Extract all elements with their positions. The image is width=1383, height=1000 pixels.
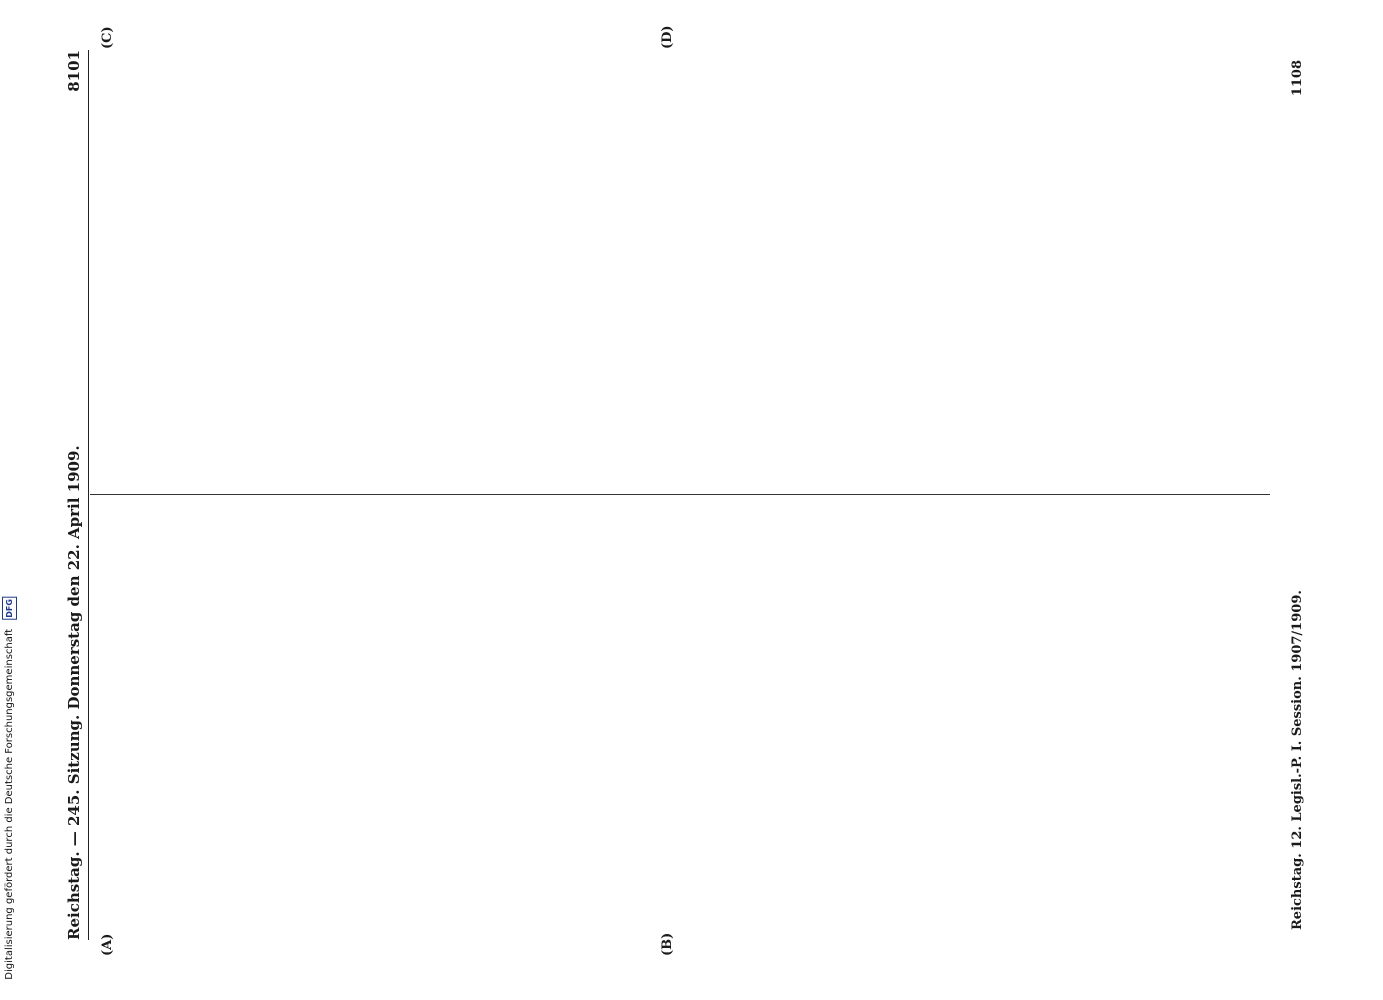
page-number: 8101	[65, 50, 83, 92]
left-column	[100, 510, 1260, 956]
footer-signature: Reichstag. 12. Legisl.-P. I. Session. 1907/1909.	[1289, 590, 1305, 930]
credit-text	[2, 597, 17, 980]
credit-label: Digitalisierung gefördert durch die Deutsche Forschungsgemeinschaft	[3, 629, 15, 980]
dfg-logo-icon: DFG	[2, 597, 17, 620]
document-page	[60, 25, 1330, 960]
margin-letter-c: (C)	[100, 26, 115, 49]
running-head-title: Reichstag. — 245. Sitzung. Donnerstag den 22. April 1909.	[65, 445, 83, 940]
right-column	[100, 25, 1260, 475]
column-divider	[90, 494, 1270, 495]
page-footer	[1285, 60, 1309, 930]
margin-letter-b: (B)	[660, 932, 675, 956]
margin-letter-d: (D)	[660, 25, 675, 49]
page-inner	[60, 25, 1330, 960]
running-head	[60, 50, 89, 940]
margin-letter-a: (A)	[100, 933, 115, 956]
footer-sheet-number: 1108	[1289, 60, 1305, 97]
digitization-credit	[2, 0, 16, 1000]
